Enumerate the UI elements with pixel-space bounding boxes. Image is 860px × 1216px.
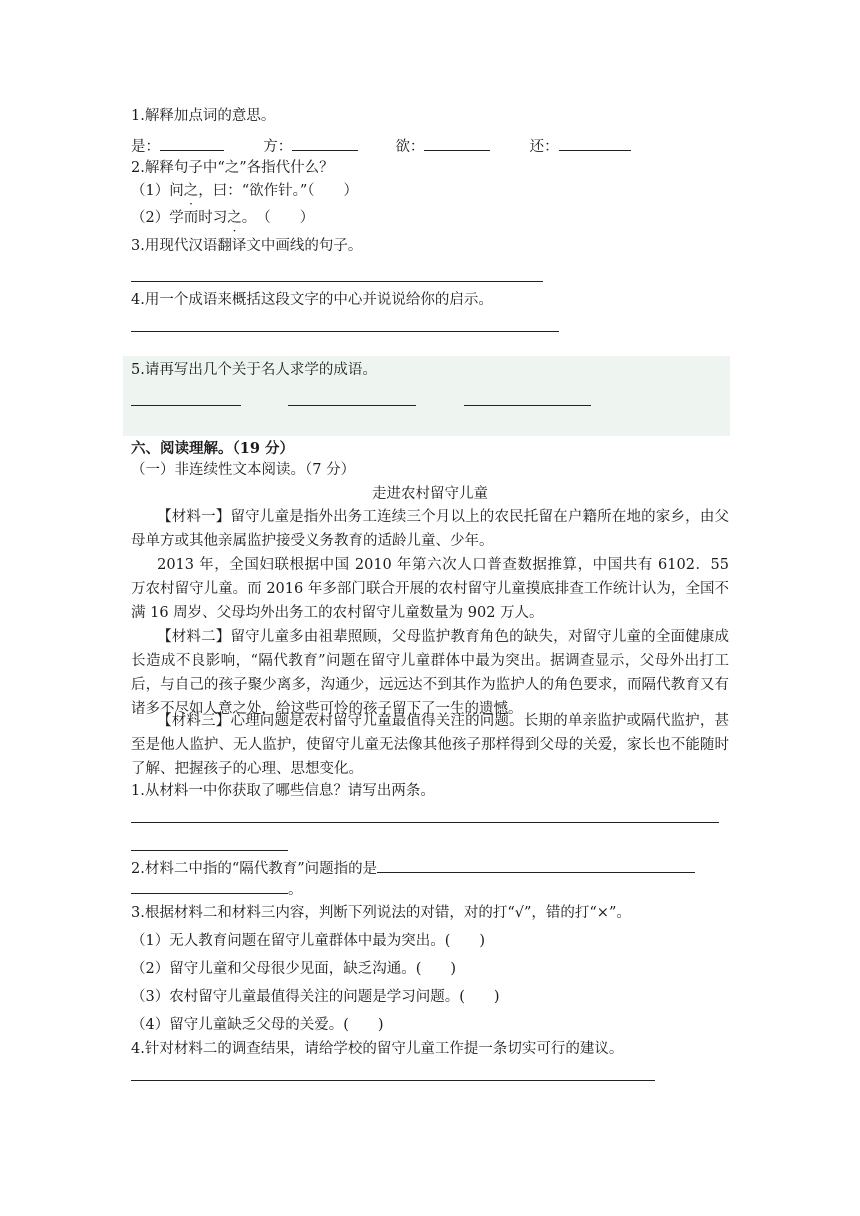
material-3-para: 【材料三】心理问题是农村留守儿童最值得关注的问题。长期的单亲监护或隔代监护，甚至是他人监护、无人监护，使留守儿童无法像其他孩子那样得到父母的关爱，家长也不能随时了解、把握孩子的心理、思想变化。 xyxy=(131,713,729,777)
reading-question-2: 2.材料二中指的“隔代教育”问题指的是 xyxy=(131,858,695,879)
answer-line-q3[interactable] xyxy=(131,281,543,282)
passage-title: 走进农村留守儿童 xyxy=(372,486,488,502)
question-2: 2.解释句子中“之”各指代什么？ xyxy=(131,160,334,176)
judgement-item-3: （3）农村留守儿童最值得关注的问题是学习问题。( ) xyxy=(131,989,500,1005)
section-heading: 六、阅读理解。（19 分） xyxy=(131,440,294,457)
material-1-para-2: 2013 年，全国妇联根据中国 2010 年第六次人口普查数据推算，中国共有 6102．55 万农村留守儿童。而 2016 年多部门联合开展的农村留守儿童摸底排查工作统计认为，全国不满 16 周岁、父母均外出务工的农村留守儿童数量为 902 万人。 xyxy=(131,557,729,621)
material-3-label: 【材料三】 xyxy=(157,713,231,729)
answer-line-r1-2[interactable] xyxy=(131,850,288,851)
blank-yu[interactable] xyxy=(424,136,490,151)
reading-question-4: 4.针对材料二的调查结果，请给学校的留守儿童工作提一条切实可行的建议。 xyxy=(131,1041,624,1057)
question-1: 1.解释加点词的意思。 xyxy=(131,108,276,124)
judgement-item-4: （4）留守儿童缺乏父母的关爱。( ) xyxy=(131,1017,384,1033)
question-3: 3.用现代汉语翻译文中画线的句子。 xyxy=(131,238,363,254)
material-2-para: 【材料二】留守儿童多由祖辈照顾，父母监护教育角色的缺失，对留守儿童的全面健康成长造成不良影响，“隔代教育”问题在留守儿童群体中最为突出。据调查显示，父母外出打工后，与自己的孩子聚少离多，沟通少，远远达不到其作为监护人的角色要求，而隔代教育又有诸多不尽如人意之处，给这些可怜的孩子留下了一生的遗憾。 xyxy=(131,629,729,717)
subsection-heading: （一）非连续性文本阅读。（7 分） xyxy=(131,462,356,478)
material-1-para-1: 【材料一】留守儿童是指外出务工连续三个月以上的农民托留在户籍所在地的家乡，由父母单方或其他亲属监护接受义务教育的适龄儿童、少年。 xyxy=(131,509,729,549)
blank-r2-1[interactable] xyxy=(377,858,695,873)
question-2-b: （2）学而时习之。 （ ） xyxy=(131,210,315,226)
question-2-a: （1）问之，曰：“欲作针。”（ ） xyxy=(131,183,359,199)
answer-line-r4[interactable] xyxy=(131,1080,655,1081)
dotted-char-zhi-1: 之 xyxy=(183,183,199,199)
dotted-char-zhi-2: 之 xyxy=(227,210,242,226)
judgement-item-2: （2）留守儿童和父母很少见面，缺乏沟通。( ) xyxy=(131,961,457,977)
blank-fang[interactable] xyxy=(292,136,358,151)
material-2-label: 【材料二】 xyxy=(157,629,231,645)
answer-line-q5-3[interactable] xyxy=(464,405,591,406)
answer-line-r1-1[interactable] xyxy=(131,822,719,823)
answer-line-q5-2[interactable] xyxy=(288,405,416,406)
label-huan: 还： xyxy=(529,139,559,155)
reading-question-3: 3.根据材料二和材料三内容，判断下列说法的对错，对的打“√”，错的打“×”。 xyxy=(131,905,631,921)
judgement-item-1: （1）无人教育问题在留守儿童群体中最为突出。( ) xyxy=(131,933,486,949)
label-yu: 欲： xyxy=(395,139,425,155)
blank-r2-2[interactable] xyxy=(131,879,288,894)
question-5: 5.请再写出几个关于名人求学的成语。 xyxy=(131,362,377,378)
answer-row-1 xyxy=(131,136,631,157)
reading-question-1: 1.从材料一中你获取了哪些信息？请写出两条。 xyxy=(131,783,435,799)
answer-line-q4[interactable] xyxy=(131,331,559,332)
label-fang: 方： xyxy=(263,139,293,155)
blank-huan[interactable] xyxy=(559,136,631,151)
label-shi: 是： xyxy=(131,139,160,155)
reading-question-2-cont: 。 xyxy=(131,879,303,900)
blank-shi[interactable] xyxy=(160,136,224,151)
material-1-label: 【材料一】 xyxy=(157,509,231,525)
question-4: 4.用一个成语来概括这段文字的中心并说说给你的启示。 xyxy=(131,292,493,308)
answer-line-q5-1[interactable] xyxy=(131,405,241,406)
